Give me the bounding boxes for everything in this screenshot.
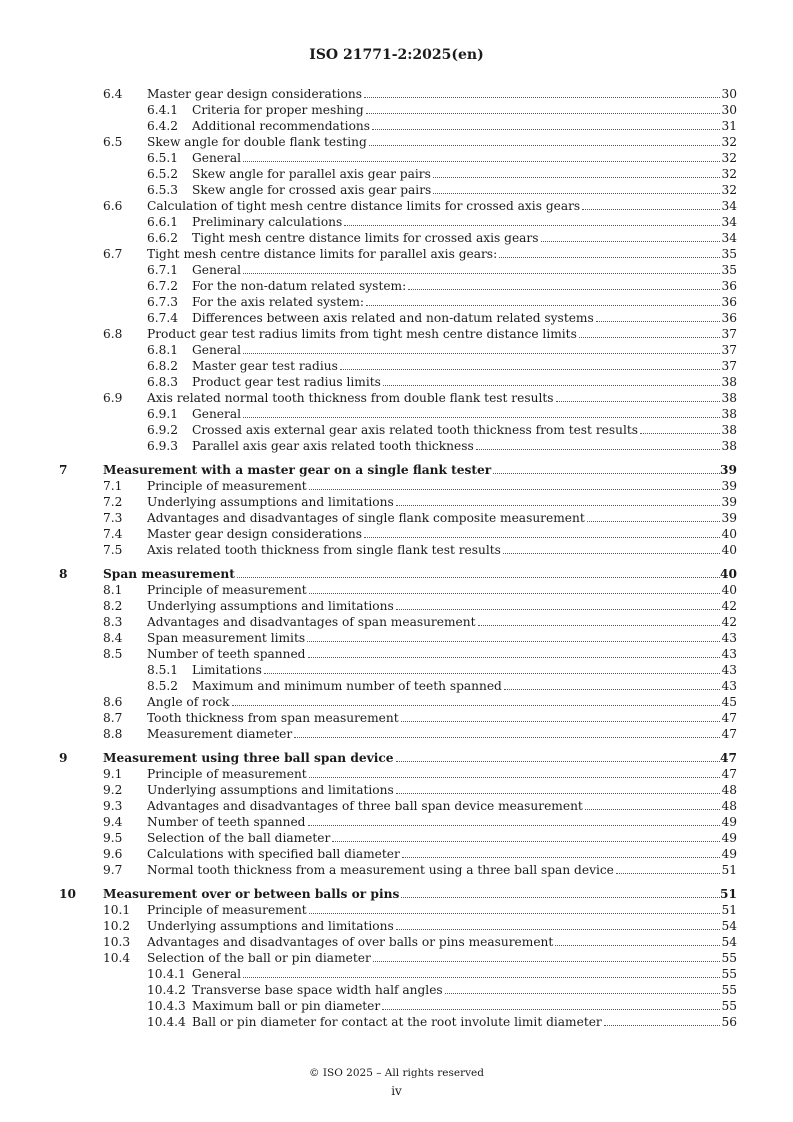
toc-entry-page: 38 xyxy=(721,391,737,405)
toc-entry-number: 6.9.3 xyxy=(147,439,179,453)
toc-entry-page: 37 xyxy=(721,359,737,373)
toc-entry-title: Master gear design considerations xyxy=(147,87,362,101)
toc-entry[interactable] xyxy=(0,118,793,134)
toc-entry-title: General xyxy=(192,343,241,357)
toc-entry-title: Limitations xyxy=(192,663,262,677)
toc-entry[interactable] xyxy=(0,566,793,582)
toc-entry-number: 6.4 xyxy=(103,87,123,101)
toc-dot-leader xyxy=(340,369,720,370)
toc-dot-leader xyxy=(396,609,720,610)
toc-dot-leader xyxy=(383,385,720,386)
toc-entry-page: 47 xyxy=(721,767,737,781)
toc-dot-leader xyxy=(264,673,720,674)
toc-entry-number: 10.4.1 xyxy=(147,967,186,981)
toc-entry-page: 32 xyxy=(721,151,737,165)
toc-entry-title: Calculation of tight mesh centre distance limits for crossed axis gears xyxy=(147,199,581,213)
toc-entry-page: 49 xyxy=(721,815,737,829)
toc-entry-number: 9.2 xyxy=(103,783,123,797)
toc-entry[interactable] xyxy=(0,630,793,646)
toc-entry-number: 6.4.1 xyxy=(147,103,179,117)
toc-entry-title: Tight mesh centre distance limits for parallel axis gears: xyxy=(147,247,498,261)
toc-entry-number: 7.5 xyxy=(103,543,123,557)
toc-dot-leader xyxy=(309,777,720,778)
toc-entry-number: 6.7.3 xyxy=(147,295,179,309)
toc-entry[interactable] xyxy=(0,1014,793,1030)
toc-entry-title: Underlying assumptions and limitations xyxy=(147,495,394,509)
toc-entry-page: 55 xyxy=(721,999,737,1013)
toc-entry-number: 8.6 xyxy=(103,695,123,709)
toc-entry-number: 9.5 xyxy=(103,831,123,845)
toc-dot-leader xyxy=(373,961,720,962)
toc-entry[interactable] xyxy=(0,726,793,742)
toc-entry-page: 34 xyxy=(721,199,737,213)
toc-entry[interactable] xyxy=(0,814,793,830)
toc-entry-number: 6.5.3 xyxy=(147,183,179,197)
toc-dot-leader xyxy=(307,641,720,642)
toc-dot-leader xyxy=(382,1009,720,1010)
toc-entry-title: General xyxy=(192,263,241,277)
toc-dot-leader xyxy=(344,225,720,226)
toc-entry-number: 8.4 xyxy=(103,631,123,645)
toc-entry-number: 7.3 xyxy=(103,511,123,525)
toc-entry-title: Advantages and disadvantages of single flank composite measurement xyxy=(147,511,585,525)
toc-entry[interactable] xyxy=(0,614,793,630)
toc-entry-number: 6.7 xyxy=(103,247,123,261)
toc-entry-page: 43 xyxy=(721,647,737,661)
toc-entry[interactable] xyxy=(0,374,793,390)
toc-entry[interactable] xyxy=(0,278,793,294)
toc-entry-page: 36 xyxy=(721,279,737,293)
toc-entry[interactable] xyxy=(0,830,793,846)
toc-dot-leader xyxy=(308,825,720,826)
toc-entry-number: 7.4 xyxy=(103,527,123,541)
toc-entry-title: Number of teeth spanned xyxy=(147,815,306,829)
toc-entry-title: Underlying assumptions and limitations xyxy=(147,919,394,933)
toc-entry[interactable] xyxy=(0,598,793,614)
toc-entry-title: Selection of the ball or pin diameter xyxy=(147,951,371,965)
toc-entry-number: 9.4 xyxy=(103,815,123,829)
toc-entry[interactable] xyxy=(0,182,793,198)
toc-dot-leader xyxy=(366,305,720,306)
toc-entry-number: 10.4.2 xyxy=(147,983,186,997)
toc-entry-page: 32 xyxy=(721,135,737,149)
toc-entry-title: Measurement with a master gear on a single flank tester xyxy=(103,463,492,477)
toc-dot-leader xyxy=(401,721,720,722)
toc-entry-title: Master gear design considerations xyxy=(147,527,362,541)
toc-entry-title: Skew angle for crossed axis gear pairs xyxy=(192,183,432,197)
toc-entry-title: Span measurement limits xyxy=(147,631,306,645)
toc-entry[interactable] xyxy=(0,886,793,902)
toc-entry-page: 56 xyxy=(721,1015,737,1029)
toc-entry-title: Crossed axis external gear axis related tooth thickness from test results xyxy=(192,423,639,437)
toc-entry[interactable] xyxy=(0,358,793,374)
toc-entry[interactable] xyxy=(0,918,793,934)
toc-dot-leader xyxy=(243,977,720,978)
toc-entry[interactable] xyxy=(0,678,793,694)
toc-entry-page: 37 xyxy=(721,327,737,341)
toc-entry-page: 38 xyxy=(721,407,737,421)
toc-entry-number: 8.7 xyxy=(103,711,123,725)
toc-entry-page: 34 xyxy=(721,215,737,229)
toc-entry-number: 6.9.2 xyxy=(147,423,179,437)
toc-dot-leader xyxy=(541,241,720,242)
toc-entry[interactable] xyxy=(0,998,793,1014)
toc-entry-number: 6.5.2 xyxy=(147,167,179,181)
toc-entry[interactable] xyxy=(0,102,793,118)
toc-entry[interactable] xyxy=(0,310,793,326)
toc-entry-number: 10.4.4 xyxy=(147,1015,186,1029)
toc-dot-leader xyxy=(503,553,720,554)
toc-entry[interactable] xyxy=(0,150,793,166)
toc-entry[interactable] xyxy=(0,342,793,358)
toc-dot-leader xyxy=(243,417,720,418)
toc-dot-leader xyxy=(478,625,720,626)
toc-entry-title: Principle of measurement xyxy=(147,903,307,917)
toc-dot-leader xyxy=(364,537,720,538)
toc-entry-page: 47 xyxy=(721,711,737,725)
toc-entry[interactable] xyxy=(0,966,793,982)
toc-entry-title: Parallel axis gear axis related tooth thickness xyxy=(192,439,474,453)
toc-entry-title: General xyxy=(192,967,241,981)
toc-entry[interactable] xyxy=(0,902,793,918)
toc-entry-title: Additional recommendations xyxy=(192,119,371,133)
toc-entry-number: 8.2 xyxy=(103,599,123,613)
toc-entry-page: 48 xyxy=(721,799,737,813)
toc-entry-number: 10.1 xyxy=(103,903,131,917)
toc-entry-number: 6.7.1 xyxy=(147,263,179,277)
toc-entry-title: Advantages and disadvantages of over balls or pins measurement xyxy=(147,935,554,949)
toc-entry-page: 39 xyxy=(721,495,737,509)
toc-entry[interactable] xyxy=(0,526,793,542)
toc-entry-title: Transverse base space width half angles xyxy=(192,983,443,997)
toc-entry-page: 43 xyxy=(721,679,737,693)
toc-entry-number: 6.6.2 xyxy=(147,231,179,245)
toc-entry-title: Tight mesh centre distance limits for crossed axis gears xyxy=(192,231,539,245)
toc-dot-leader xyxy=(396,793,720,794)
toc-entry-title: Maximum and minimum number of teeth spanned xyxy=(192,679,502,693)
toc-entry-page: 51 xyxy=(721,903,737,917)
toc-entry-page: 34 xyxy=(721,231,737,245)
toc-entry-number: 8.5.1 xyxy=(147,663,179,677)
toc-dot-leader xyxy=(243,273,720,274)
toc-entry[interactable] xyxy=(0,246,793,262)
toc-entry-page: 30 xyxy=(721,87,737,101)
toc-entry-title: Maximum ball or pin diameter xyxy=(192,999,381,1013)
toc-dot-leader xyxy=(232,705,720,706)
toc-entry-number: 6.9.1 xyxy=(147,407,179,421)
toc-entry-page: 38 xyxy=(721,423,737,437)
toc-entry-page: 38 xyxy=(721,439,737,453)
toc-entry-page: 39 xyxy=(720,463,737,477)
toc-entry-page: 54 xyxy=(721,935,737,949)
toc-entry[interactable] xyxy=(0,422,793,438)
toc-entry-page: 40 xyxy=(721,527,737,541)
toc-entry-number: 10.2 xyxy=(103,919,131,933)
toc-entry[interactable] xyxy=(0,750,793,766)
toc-entry-title: Master gear test radius xyxy=(192,359,338,373)
toc-entry-title: Normal tooth thickness from a measurement using a three ball span device xyxy=(147,863,614,877)
toc-dot-leader xyxy=(445,993,720,994)
toc-entry[interactable] xyxy=(0,494,793,510)
toc-entry-page: 47 xyxy=(720,751,737,765)
toc-entry[interactable] xyxy=(0,846,793,862)
toc-entry-title: Measurement over or between balls or pins xyxy=(103,887,400,901)
toc-entry-number: 10.3 xyxy=(103,935,131,949)
toc-entry-page: 51 xyxy=(720,887,737,901)
toc-entry[interactable] xyxy=(0,438,793,454)
toc-entry-page: 36 xyxy=(721,311,737,325)
toc-entry-page: 40 xyxy=(720,567,737,581)
toc-entry[interactable] xyxy=(0,462,793,478)
toc-entry-page: 35 xyxy=(721,247,737,261)
toc-dot-leader xyxy=(556,401,720,402)
toc-entry-page: 54 xyxy=(721,919,737,933)
toc-entry-page: 45 xyxy=(721,695,737,709)
toc-entry-number: 10.4 xyxy=(103,951,131,965)
toc-entry[interactable] xyxy=(0,662,793,678)
toc-dot-leader xyxy=(396,929,720,930)
toc-entry-title: Measurement using three ball span device xyxy=(103,751,394,765)
toc-entry-page: 30 xyxy=(721,103,737,117)
toc-entry-number: 10.4.3 xyxy=(147,999,186,1013)
toc-entry-page: 55 xyxy=(721,951,737,965)
toc-entry[interactable] xyxy=(0,982,793,998)
toc-entry[interactable] xyxy=(0,782,793,798)
toc-entry-number: 6.8.3 xyxy=(147,375,179,389)
toc-entry-number: 9.6 xyxy=(103,847,123,861)
toc-entry-page: 31 xyxy=(721,119,737,133)
copyright-notice: © ISO 2025 – All rights reserved xyxy=(309,1067,484,1079)
toc-entry-title: Number of teeth spanned xyxy=(147,647,306,661)
toc-entry-title: Skew angle for double flank testing xyxy=(147,135,367,149)
toc-entry[interactable] xyxy=(0,214,793,230)
toc-entry-title: Differences between axis related and non-datum related systems xyxy=(192,311,594,325)
toc-dot-leader xyxy=(332,841,720,842)
toc-entry-number: 8.5.2 xyxy=(147,679,179,693)
toc-dot-leader xyxy=(366,113,720,114)
toc-dot-leader xyxy=(243,161,720,162)
toc-entry-title: Tooth thickness from span measurement xyxy=(147,711,399,725)
toc-dot-leader xyxy=(493,473,720,474)
toc-dot-leader xyxy=(243,353,720,354)
toc-entry-title: Underlying assumptions and limitations xyxy=(147,599,394,613)
toc-entry[interactable] xyxy=(0,294,793,310)
toc-dot-leader xyxy=(372,129,720,130)
toc-dot-leader xyxy=(402,857,720,858)
toc-entry[interactable] xyxy=(0,134,793,150)
toc-entry-title: General xyxy=(192,151,241,165)
toc-entry-number: 6.4.2 xyxy=(147,119,179,133)
toc-entry[interactable] xyxy=(0,710,793,726)
toc-entry[interactable] xyxy=(0,198,793,214)
toc-entry-number: 9 xyxy=(59,751,68,765)
toc-entry-title: Criteria for proper meshing xyxy=(192,103,364,117)
toc-entry-number: 6.7.2 xyxy=(147,279,179,293)
toc-entry-number: 10 xyxy=(59,887,76,901)
toc-entry-number: 6.9 xyxy=(103,391,123,405)
toc-entry[interactable] xyxy=(0,390,793,406)
toc-entry-title: For the axis related system: xyxy=(192,295,364,309)
toc-entry-title: Product gear test radius limits from tight mesh centre distance limits xyxy=(147,327,577,341)
toc-entry[interactable] xyxy=(0,166,793,182)
toc-entry[interactable] xyxy=(0,262,793,278)
toc-entry[interactable] xyxy=(0,950,793,966)
toc-entry[interactable] xyxy=(0,230,793,246)
toc-entry-number: 6.6 xyxy=(103,199,123,213)
toc-entry[interactable] xyxy=(0,510,793,526)
toc-entry-title: Advantages and disadvantages of three ball span device measurement xyxy=(147,799,583,813)
toc-dot-leader xyxy=(401,897,720,898)
toc-entry[interactable] xyxy=(0,694,793,710)
toc-entry-page: 40 xyxy=(721,543,737,557)
toc-entry-page: 32 xyxy=(721,183,737,197)
toc-entry-title: Angle of rock xyxy=(147,695,230,709)
toc-entry-page: 35 xyxy=(721,263,737,277)
toc-dot-leader xyxy=(504,689,720,690)
toc-entry-title: General xyxy=(192,407,241,421)
toc-entry-number: 6.8.1 xyxy=(147,343,179,357)
toc-entry-page: 48 xyxy=(721,783,737,797)
toc-entry-number: 6.5 xyxy=(103,135,123,149)
toc-entry-page: 49 xyxy=(721,847,737,861)
toc-entry-title: Measurement diameter xyxy=(147,727,293,741)
toc-entry-title: Span measurement xyxy=(103,567,235,581)
toc-entry-number: 8.5 xyxy=(103,647,123,661)
toc-entry-page: 43 xyxy=(721,663,737,677)
toc-entry-number: 6.7.4 xyxy=(147,311,179,325)
toc-entry-page: 32 xyxy=(721,167,737,181)
toc-dot-leader xyxy=(308,657,720,658)
toc-entry[interactable] xyxy=(0,934,793,950)
toc-entry-title: Underlying assumptions and limitations xyxy=(147,783,394,797)
toc-entry[interactable] xyxy=(0,326,793,342)
toc-entry-title: For the non-datum related system: xyxy=(192,279,407,293)
toc-dot-leader xyxy=(408,289,720,290)
toc-entry-page: 37 xyxy=(721,343,737,357)
toc-entry-page: 38 xyxy=(721,375,737,389)
toc-entry-page: 49 xyxy=(721,831,737,845)
toc-dot-leader xyxy=(237,577,720,578)
toc-dot-leader xyxy=(476,449,720,450)
toc-entry-page: 55 xyxy=(721,967,737,981)
toc-entry-title: Selection of the ball diameter xyxy=(147,831,331,845)
toc-entry[interactable] xyxy=(0,86,793,102)
toc-dot-leader xyxy=(309,593,720,594)
toc-dot-leader xyxy=(309,913,720,914)
toc-entry-title: Skew angle for parallel axis gear pairs xyxy=(192,167,431,181)
toc-entry-page: 39 xyxy=(721,511,737,525)
toc-entry-number: 7 xyxy=(59,463,68,477)
toc-entry[interactable] xyxy=(0,766,793,782)
toc-dot-leader xyxy=(499,257,720,258)
toc-entry-page: 43 xyxy=(721,631,737,645)
toc-entry[interactable] xyxy=(0,406,793,422)
toc-entry-title: Calculations with specified ball diameter xyxy=(147,847,400,861)
toc-dot-leader xyxy=(433,193,720,194)
toc-entry[interactable] xyxy=(0,798,793,814)
toc-entry-number: 7.2 xyxy=(103,495,123,509)
toc-entry-number: 8.3 xyxy=(103,615,123,629)
toc-dot-leader xyxy=(433,177,720,178)
toc-entry-number: 9.3 xyxy=(103,799,123,813)
toc-entry-number: 9.7 xyxy=(103,863,123,877)
toc-entry-number: 8.8 xyxy=(103,727,123,741)
toc-entry-number: 6.5.1 xyxy=(147,151,179,165)
toc-entry-title: Ball or pin diameter for contact at the root involute limit diameter xyxy=(192,1015,602,1029)
toc-dot-leader xyxy=(364,97,720,98)
toc-entry[interactable] xyxy=(0,582,793,598)
toc-dot-leader xyxy=(555,945,720,946)
toc-entry-page: 39 xyxy=(721,479,737,493)
toc-entry-number: 7.1 xyxy=(103,479,123,493)
toc-entry-number: 8.1 xyxy=(103,583,123,597)
toc-entry-number: 8 xyxy=(59,567,68,581)
toc-entry-number: 6.6.1 xyxy=(147,215,179,229)
toc-entry-number: 9.1 xyxy=(103,767,123,781)
toc-entry[interactable] xyxy=(0,646,793,662)
toc-entry-page: 42 xyxy=(721,615,737,629)
toc-entry-page: 36 xyxy=(721,295,737,309)
toc-entry-page: 47 xyxy=(721,727,737,741)
toc-dot-leader xyxy=(369,145,720,146)
document-header: ISO 21771-2:2025(en) xyxy=(309,47,484,63)
toc-entry[interactable] xyxy=(0,862,793,878)
toc-entry-title: Advantages and disadvantages of span measurement xyxy=(147,615,476,629)
toc-entry-title: Axis related tooth thickness from single flank test results xyxy=(147,543,501,557)
toc-entry-page: 42 xyxy=(721,599,737,613)
toc-entry[interactable] xyxy=(0,478,793,494)
toc-entry-page: 55 xyxy=(721,983,737,997)
toc-entry-title: Principle of measurement xyxy=(147,767,307,781)
page-number: iv xyxy=(391,1084,402,1098)
toc-entry-number: 6.8 xyxy=(103,327,123,341)
toc-entry-number: 6.8.2 xyxy=(147,359,179,373)
toc-entry-title: Product gear test radius limits xyxy=(192,375,381,389)
toc-entry-title: Principle of measurement xyxy=(147,479,307,493)
toc-dot-leader xyxy=(309,489,720,490)
toc-entry[interactable] xyxy=(0,542,793,558)
toc-entry-page: 40 xyxy=(721,583,737,597)
toc-dot-leader xyxy=(396,505,720,506)
toc-entry-page: 51 xyxy=(721,863,737,877)
toc-dot-leader xyxy=(294,737,720,738)
toc-entry-title: Axis related normal tooth thickness from double flank test results xyxy=(147,391,554,405)
toc-entry-title: Preliminary calculations xyxy=(192,215,343,229)
toc-entry-title: Principle of measurement xyxy=(147,583,307,597)
toc-dot-leader xyxy=(396,761,720,762)
